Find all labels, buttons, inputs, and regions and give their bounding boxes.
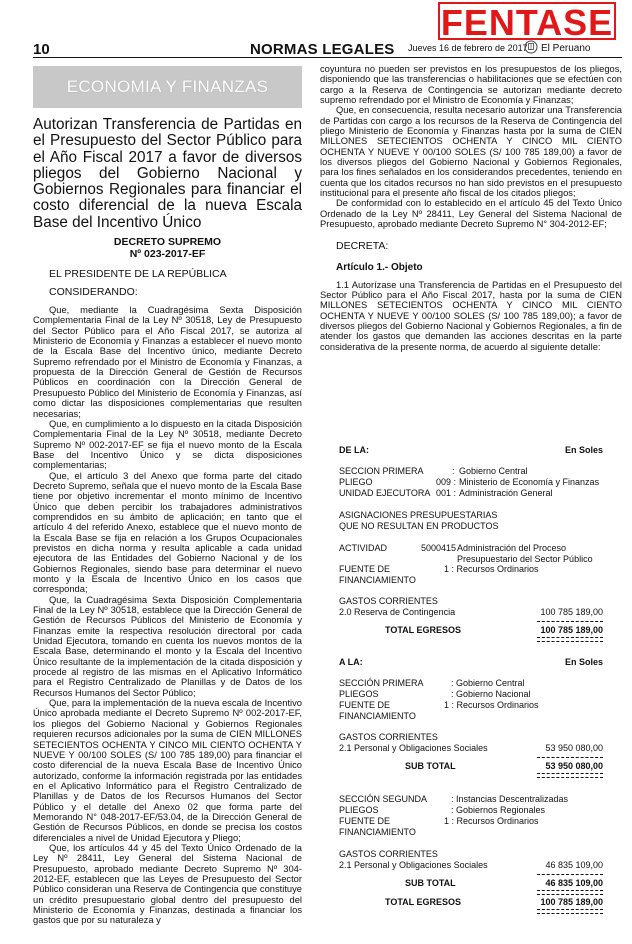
actividad-desc: Presupuestario del Sector Público [457,554,593,564]
personal-value: 46 835 109,00 [545,860,603,870]
currency-label: En Soles [564,657,603,667]
considerando-text [33,305,302,926]
divider [537,773,603,778]
fuente-desc: 1 : Recursos Ordinarios [444,816,539,826]
article-title: Artículo 1.- Objeto [336,261,423,273]
divider [537,637,603,642]
personal-value: 53 950 080,00 [545,743,603,753]
row-desc: : Instancias Descentralizadas [451,794,569,804]
national-seal-icon [524,40,538,54]
reserva-value: 100 785 189,00 [540,607,603,617]
table-row [339,689,603,700]
headline: Autorizan Transferencia de Partidas en el Presupuesto del Sector Público para el Año Fiscal 2017 a favor de diversos pliegos del Gobierno Nacional y Gobiernos Regionales para financiar el costo diferencial de la nueva Escala Base del Incentivo Único [33,116,302,231]
section-banner: ECONOMIA Y FINANZAS [33,66,302,108]
decree-heading [33,236,302,260]
table-row [339,678,603,689]
divider [537,621,603,622]
table-row [339,860,603,871]
row-desc: Ministerio de Economía y Finanzas [459,477,600,487]
table-row: GASTOS CORRIENTES [339,596,438,606]
considerando-heading: CONSIDERANDO: [49,286,138,299]
paragraph: coyuntura no pueden ser previstos en los presupuestos de los pliegos, disponiendo que las transferencias o habilitaciones que se efectúen con cargo a la Reserva de Contingencia se autorizan mediante decreto supremo refrendado por el Ministro de Economía y Finanzas; [320,64,622,106]
actividad-desc: Administración del Proceso [457,543,567,553]
total-egresos-value: 100 785 189,00 [540,897,603,907]
row-desc: Gobierno Central [459,466,528,476]
sub-total-label: SUB TOTAL [405,761,456,771]
personal-label: 2.1 Personal y Obligaciones Sociales [339,743,488,753]
currency-label: En Soles [564,445,603,455]
fentase-stamp: FENTASE [438,2,616,40]
issue-date: Jueves 16 de febrero de 2017 [408,43,528,53]
actividad-code: 5000415 [421,543,457,553]
row-label: SECCIÓN SEGUNDA [339,794,428,804]
table-row [339,477,603,488]
divider [537,874,603,875]
table-row: FINANCIAMIENTO [339,827,416,837]
paragraph: Que, mediante la Cuadragésima Sexta Disposición Complementaria Final de la Ley Nº 30518, Ley de Presupuesto del Sector Público para el Año Fiscal 2017, se autoriza al Ministerio de Economía y Finanzas a establecer el nuevo monto de la Escala Base del Incentivo único, mediante Decreto Supremo refrendado por el Ministro de Economía y Finanzas, a propuesta de la Dirección General de Gestión de Recursos Públicos en coordinación con la Dirección General de Presupuesto Público del Ministerio de Economía y Finanzas, así como dictar las disposiciones complementarias que resulten necesarias; [33,305,302,419]
left-column [33,66,302,926]
table-row: QUE NO RESULTAN EN PRODUCTOS [339,521,499,531]
paragraph: Que, en cumplimiento a lo dispuesto en la citada Disposición Complementaria Final de la Ley Nº 30518, mediante Decreto Supremo Nº 002-2017-EF se fija el nuevo monto de la Escala Base del Incentivo Único y se dicta disposiciones complementarias; [33,418,302,471]
newspaper-name: El Peruano [541,43,591,54]
row-desc: : Gobiernos Regionales [451,805,546,815]
table-row: GASTOS CORRIENTES [339,732,438,742]
right-text [320,64,622,230]
header-divider [33,57,622,58]
sub-total-value: 46 835 109,00 [545,878,603,888]
row-label: PLIEGOS [339,805,379,815]
table-row [339,897,603,908]
table-row [339,466,603,477]
paragraph: Que, los artículos 44 y 45 del Texto Único Ordenado de la Ley Nº 28411, Ley General del Sistema Nacional de Presupuesto, aprobado mediante Decreto Supremo Nº 304-2012-EF, establecen que las Leyes de Presupuesto del Sector Público consideran una Reserva de Contingencia que constituye un crédito presupuestario global dentro del presupuesto del Ministerio de Economía y Finanzas, destinada a financiar los gastos que por su naturaleza y [33,842,302,926]
decreta-heading: DECRETA: [336,239,389,252]
sub-total-value: 53 950 080,00 [545,761,603,771]
table-row [339,445,603,456]
paragraph: 1.1 Autorízase una Transferencia de Partidas en el Presupuesto del Sector Público para el Año Fiscal 2017, hasta por la suma de CIEN MILLONES SETECIENTOS OCHENTA Y CINCO MIL CIENTO OCHENTA Y NUEVE Y 00/100 SOLES (S/ 100 785 189,00); a favor de diversos pliegos del Gobierno Nacional y Gobiernos Regionales, a fin de atender los gastos que demanden las acciones descritas en la parte considerativa de la presente norma, de acuerdo al siguiente detalle: [320,279,622,352]
publication-title: NORMAS LEGALES [250,41,395,58]
personal-label: 2.1 Personal y Obligaciones Sociales [339,860,488,870]
decree-title: DECRETO SUPREMO [113,236,222,249]
paragraph: Que, para la implementación de la nueva escala de Incentivo Único aprobada mediante el Decreto Supremo Nº 002-2017-EF, los pliegos del Gobierno Nacional y Gobiernos Regionales requieren recursos adicionales por la suma de CIEN MILLONES SETECIENTOS OCHENTA Y CINCO MIL CIENTO OCHENTA Y NUEVE Y 00/100 SOLES (S/ 100 785 189,00) para financiar el costo diferencial de la nueva Escala Base de Incentivo Único autorizado, conforme la información registrada por las entidades en el Aplicativo Informático para el Registro Centralizado de Planillas y de Datos de los Recursos Humanos del Sector Público y el detalle del Anexo 02 que forma parte del Memorando N° 048-2017-EF/53.04, de la Dirección General de Gestión de Recursos Públicos, en donde se precisa los costos diferenciales a nivel de Unidad Ejecutora y Pliego; [33,698,302,843]
fuente-label: FUENTE DE [339,700,391,710]
table-row [339,794,603,805]
table-row [339,700,603,711]
table-row: GASTOS CORRIENTES [339,849,438,859]
article-text [320,280,622,352]
reserva-label: 2.0 Reserva de Contingencia [339,607,456,617]
table-row [339,743,603,754]
fuente-label: FUENTE DE [339,564,391,574]
table-row [339,657,603,668]
table-row: ASIGNACIONES PRESUPUESTARIAS [339,510,498,520]
row-desc: : Gobierno Central [451,678,525,688]
sub-total-label: SUB TOTAL [405,878,456,888]
fuente-desc: 1 : Recursos Ordinarios [444,700,539,710]
table-row [339,543,603,554]
table-row [339,564,603,575]
table-row [339,878,603,889]
row-code: : [452,466,455,476]
page-number: 10 [33,41,50,58]
row-label: PLIEGOS [339,689,379,699]
decree-number: Nº 023-2017-EF [129,248,206,261]
row-desc: Administración General [459,488,553,498]
total-egresos-label: TOTAL EGRESOS [385,897,462,907]
row-label: UNIDAD EJECUTORA [339,488,431,498]
total-egresos-label: TOTAL EGRESOS [385,625,462,635]
table-row [339,607,603,618]
table-row [339,488,603,499]
fuente-desc: 1 : Recursos Ordinarios [444,564,539,574]
paragraph: Que, la Cuadragésima Sexta Disposición Complementaria Final de la Ley Nº 30518, establece que la Dirección General de Gestión de Recursos Públicos del Ministerio de Economía y Finanzas emite la respectiva resolución directoral por cada Unidad Ejecutora, tomando en cuenta los nuevos montos de la Escala Base, determinando el monto y la Escala del Incentivo Único resultante de la implementación de la citada disposición y procede al registro de las mismas en el Aplicativo Informático para el Registro Centralizado de Planillas y de Datos de los Recursos Humanos del Sector Público; [33,594,302,698]
table-row [339,816,603,827]
paragraph: Que, el artículo 3 del Anexo que forma parte del citado Decreto Supremo, señala que el nuevo monto de la Escala Base tiene por objetivo incrementar el monto mínimo de Incentivo Único que deben percibir los trabajadores administrativos comprendidos en su ámbito de aplicación; en tanto que el artículo 4 del referido Anexo, establece que el nuevo monto de la Escala Base se fija en relación a los Grupos Ocupacionales previstos en dicha norma y resulta aplicable a cada unidad ejecutora de las Entidades del Gobierno Nacional y de los Gobiernos Regionales, siendo base para determinar el nuevo monto y la Escala de Incentivo Único en los casos que corresponda; [33,470,302,595]
paragraph: Que, en consecuencia, resulta necesario autorizar una Transferencia de Partidas con cargo a los recursos de la Reserva de Contingencia del pliego Ministerio de Economía y Finanzas hasta por la suma de CIEN MILLONES SETECIENTOS OCHENTA Y CINCO MIL CIENTO OCHENTA Y NUEVE Y 00/100 SOLES (S/ 100 785 189,00) a favor de los diversos pliegos del Gobierno Nacional y Gobiernos Regionales, para los fines señalados en los considerandos precedentes, teniendo en cuenta que los citados recursos no han sido previstos en el presupuesto institucional para el presente año fiscal de los citados pliegos; [320,105,622,199]
fuente-label: FUENTE DE [339,816,391,826]
row-label: SECCIÓN PRIMERA [339,678,424,688]
row-label: SECCION PRIMERA [339,466,424,476]
paragraph: De conformidad con lo establecido en el artículo 45 del Texto Único Ordenado de la Ley Nº 28411, Ley General del Sistema Nacional de Presupuesto, aprobado mediante Decreto Supremo N° 304-2012-EF; [320,198,622,230]
divider [537,890,603,895]
table-row [339,625,603,636]
a-la-label: A LA: [339,657,363,667]
row-label: PLIEGO [339,477,373,487]
right-column [320,64,622,352]
row-code: 009 : [436,477,457,487]
president-line: EL PRESIDENTE DE LA REPÚBLICA [49,268,227,281]
row-code: 001 : [436,488,457,498]
divider [537,909,603,914]
de-la-label: DE LA: [339,445,369,455]
divider [537,757,603,758]
actividad-label: ACTIVIDAD [339,543,388,553]
table-row [339,805,603,816]
table-row: FINANCIAMIENTO [339,575,416,585]
table-row: FINANCIAMIENTO [339,711,416,721]
row-desc: : Gobierno Nacional [451,689,531,699]
total-egresos-value: 100 785 189,00 [540,625,603,635]
table-row [339,761,603,772]
